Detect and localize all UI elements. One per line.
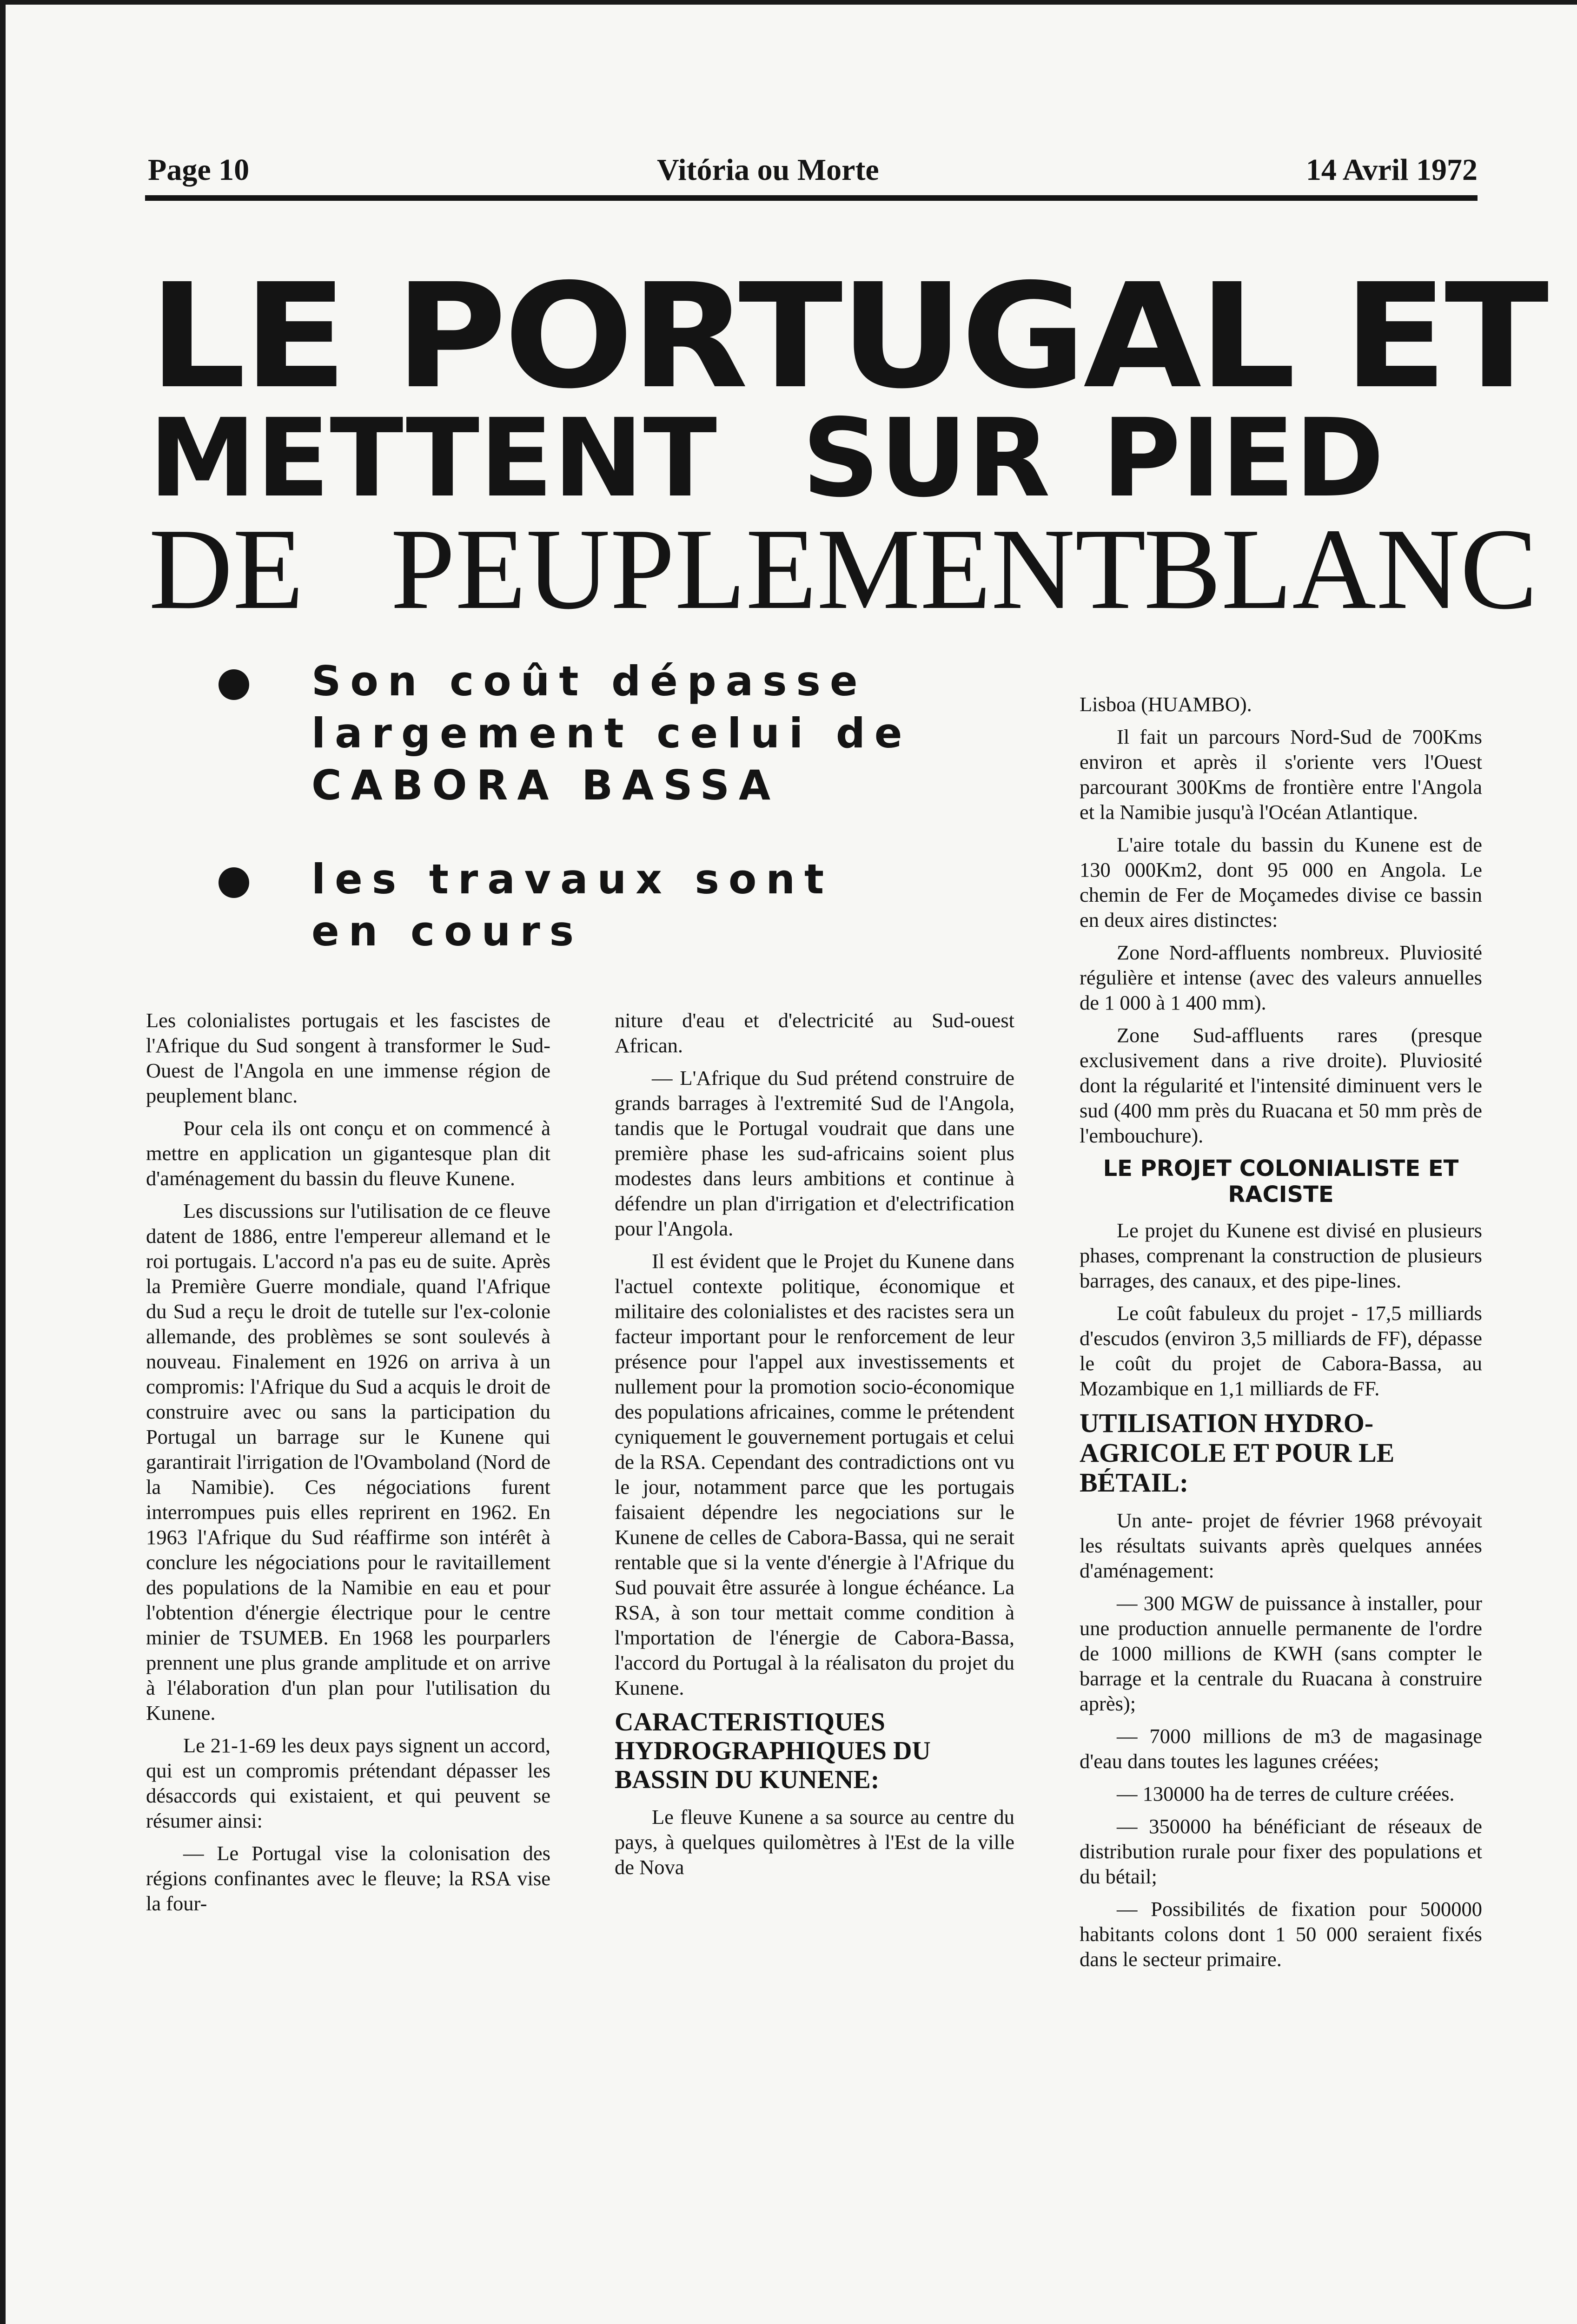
paragraph: Il est évident que le Projet du Kunene dans l'actuel contexte politique, économique et militaire des colonialistes et des racistes sera un facteur important pour le renforcement de leur présence pour l'appel aux investissements et nullement pour la promotion socio-économique des populations africaines, comme le prétendent cyniquement le gouvernement portugais et celui de la RSA. Cependant des contradictions ont vu le jour, notamment parce que les portugais faisaient dépendre les negociations sur le Kunene de celles de Cabora-Bassa, qui ne serait rentable que si la vente d'énergie à l'Afrique du Sud pouvait être assurée à longue échéance. La RSA, à son tour mettait comme condition à l'mportation de l'énergie de Cabora-Bassa, l'accord du Portugal à la réalisaton du projet du Kunene. [615,1249,1014,1699]
paragraph: Les colonialistes portugais et les fascistes de l'Afrique du Sud songent à transformer le Sud-Ouest de l'Angola en une immense région de peuplement blanc. [146,1009,550,1107]
paragraph: niture d'eau et d'electricité au Sud-ouest African. [615,1009,1014,1057]
paragraph: Un ante- projet de février 1968 prévoyait les résultats suivants après quelques années d'aménagement: [1080,1509,1482,1582]
paragraph: Le projet du Kunene est divisé en plusieurs phases, comprenant la construction de plusieurs barrages, des canaux, et des pipe-lines. [1080,1219,1482,1292]
page-border-top [0,0,1577,5]
bullet-dot-icon [219,669,249,700]
header-rule [145,195,1478,201]
paragraph: — 350000 ha bénéficiant de réseaux de distribution rurale pour fixer des populations et du bétail; [1080,1815,1482,1888]
article-column-1 [146,1008,550,1923]
headline-word: PEUPLEMENT [391,505,1146,634]
section-heading: LE PROJET COLONIALISTE ET RACISTE [1103,1155,1459,1208]
page-number: Page 10 [148,153,250,187]
paragraph: Zone Sud-affluents rares (presque exclusivement dans a rive droite). Pluviosité dont la régularité et l'intensité diminuent vers le sud (400 mm près du Ruacana et 50 mm près de l'embouchure). [1080,1023,1482,1147]
page-border-left [0,0,6,2324]
subheadline-bullets [205,655,930,999]
bullet-dot-icon [219,867,249,898]
paragraph: Le fleuve Kunene a sa source au centre du pays, à quelques quilomètres à l'Est de la ville de Nova [615,1805,1014,1879]
running-header [148,152,1478,190]
headline-word: BLANC [1144,505,1538,634]
paragraph: Les discussions sur l'utilisation de ce fleuve datent de 1886, entre l'empereur allemand et le roi portugais. L'accord n'a pas eu de suite. Après la Première Guerre mondiale, quand l'Afrique du Sud a reçu le droit de tutelle sur l'ex-colonie allemande, des problèmes se sont soulevés à nouveau. Finalement en 1926 on arriva à un compromis: l'Afrique du Sud a acquis le droit de construire avec ou sans la participation du Portugal un barrage sur le Kunene qui garantirait l'irrigation de l'Ovamboland (Nord de la Namibie). Ces négociations furent interrompues puis elles reprirent en 1962. En 1963 l'Afrique du Sud réaffirme son intérêt à conclure les négociations pour le ravitaillement des populations de la Namibie en eau et pour l'obtention d'énergie électrique pour le centre minier de TSUMEB. En 1968 les pourparlers prennent une plus grande amplitude et on arrive à l'élaboration d'un plan pour l'utilisation du Kunene. [146,1199,550,1724]
paragraph: Le 21-1-69 les deux pays signent un accord, qui est un compromis prétendant dépasser les désaccords qui existaient, et qui peuvent se résumer ainsi: [146,1734,550,1832]
paragraph: — L'Afrique du Sud prétend construire de grands barrages à l'extremité Sud de l'Angola, tandis que le Portugal voudrait que dans une première phase les sud-africains soient plus modestes dans leurs ambitions et continue à défendre un plan d'irrigation et d'electrification pour l'Angola. [615,1066,1014,1240]
paragraph: — Possibilités de fixation pour 500000 habitants colons dont 1 50 000 seraient fixés dans le secteur primaire. [1080,1897,1482,1971]
paragraph: Le coût fabuleux du projet - 17,5 milliards d'escudos (environ 3,5 milliards de FF), dépasse le coût du projet de Cabora-Bassa, au Mozambique en 1,1 milliards de FF. [1080,1301,1482,1400]
article-column-2 [615,1008,1014,1887]
paragraph: — 7000 millions de m3 de magasinage d'eau dans toutes les lagunes créées; [1080,1724,1482,1773]
issue-date: 14 Avril 1972 [1305,153,1478,187]
headline-word: PIED [1102,396,1385,521]
paragraph: — Le Portugal vise la colonisation des régions confinantes avec le fleuve; la RSA vise la four- [146,1842,550,1915]
section-heading: CARACTERISTIQUES HYDROGRAPHIQUES DU BASSIN DU KUNENE: [615,1708,931,1794]
bullet-item [205,853,930,957]
paragraph: — 300 MGW de puissance à installer, pour une production annuelle permanente de l'ordre de 1000 millions de KWH (sans compter le barrage et la centrale du Ruacana à construire après); [1080,1591,1482,1715]
paragraph: L'aire totale du bassin du Kunene est de 130 000Km2, dont 95 000 en Angola. Le chemin de Fer de Moçamedes divise ce bassin en deux aires distinctes: [1080,833,1482,931]
bullet-item [205,655,930,812]
paragraph: Il fait un parcours Nord-Sud de 700Kms environ et après il s'oriente vers l'Ouest parcourant 300Kms de frontière entre l'Angola et la Namibie jusqu'à l'Océan Atlantique. [1080,725,1482,824]
section-heading: UTILISATION HYDRO-AGRICOLE ET POUR LE BÉTAIL: [1080,1408,1395,1498]
headline-word: METTENT [149,396,717,521]
bullet-text: Son coût dépasse largement celui de CABORA BASSA [311,657,912,809]
paragraph: — 130000 ha de terres de culture créées. [1117,1782,1455,1805]
headline-word: SUR [802,396,1051,521]
headline-line-1: LE PORTUGAL ET [149,253,1546,421]
paragraph: Pour cela ils ont conçu et on commencé à mettre en application un gigantesque plan dit d'aménagement du bassin du fleuve Kunene. [146,1116,550,1190]
paragraph: Zone Nord-affluents nombreux. Pluviosité régulière et intense (avec des valeurs annuelles de 1 000 à 1 400 mm). [1080,941,1482,1014]
paragraph: Lisboa (HUAMBO). [1080,693,1252,716]
bullet-text: les travaux sont en cours [311,855,834,955]
headline-word: DE [149,505,304,634]
article-column-3 [1080,692,1482,1979]
publication-title: Vitória ou Morte [657,153,879,187]
